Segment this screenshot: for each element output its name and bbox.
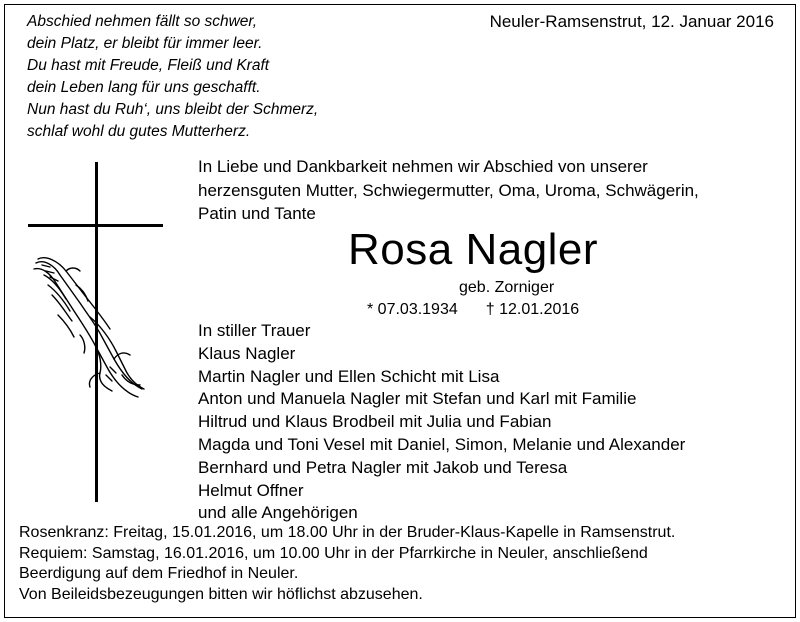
poem-line: schlaf wohl du gutes Mutterherz.: [27, 123, 251, 140]
maiden-name: geb. Zorniger: [459, 279, 555, 296]
poem-line: Abschied nehmen fällt so schwer,: [27, 13, 258, 30]
poem-line: dein Platz, er bleibt für immer leer.: [27, 35, 263, 52]
intro-text: [198, 155, 778, 226]
intro-line: herzensguten Mutter, Schwiegermutter, Oma, Uroma, Schwägerin,: [198, 180, 699, 200]
intro-line: Patin und Tante: [198, 204, 316, 223]
poem: [27, 11, 318, 143]
mourner-line: Martin Nagler und Ellen Schicht mit Lisa: [198, 366, 500, 386]
mourner-line: Bernhard und Petra Nagler mit Jakob und Teresa: [198, 457, 568, 477]
birth-date: * 07.03.1934: [367, 301, 458, 318]
footer-line: Beerdigung auf dem Friedhof in Neuler.: [19, 565, 299, 582]
praying-hands-icon: [30, 255, 150, 405]
mourner-line: Hiltrud und Klaus Brodbeil mit Julia und Fabian: [198, 412, 552, 432]
mourners-list: [198, 320, 685, 525]
place-date: Neuler-Ramsenstrut, 12. Januar 2016: [489, 12, 774, 31]
footer-line: Von Beileidsbezeugungen bitten wir höflichst abzusehen.: [19, 585, 423, 603]
intro-line: In Liebe und Dankbarkeit nehmen wir Abschied von unserer: [198, 157, 648, 176]
death-date: † 12.01.2016: [485, 301, 580, 318]
service-info: [19, 523, 675, 605]
mourner-line: Anton und Manuela Nagler mit Stefan und Karl mit Familie: [198, 389, 637, 409]
mourner-line: Magda und Toni Vesel mit Daniel, Simon, Melanie und Alexander: [198, 434, 686, 454]
mourner-line: und alle Angehörigen: [198, 503, 358, 523]
poem-line: Du hast mit Freude, Fleiß und Kraft: [27, 57, 270, 74]
mourner-line: In stiller Trauer: [198, 321, 311, 340]
poem-line: dein Leben lang für uns geschafft.: [27, 79, 261, 96]
footer-line: Requiem: Samstag, 16.01.2016, um 10.00 Uhr in der Pfarrkirche in Neuler, anschließend: [19, 544, 648, 562]
mourner-line: Helmut Offner: [198, 480, 304, 500]
deceased-name: Rosa Nagler: [348, 225, 599, 274]
mourner-line: Klaus Nagler: [198, 343, 296, 363]
life-dates: [367, 300, 579, 320]
poem-line: Nun hast du Ruh‘, uns bleibt der Schmerz,: [27, 101, 319, 118]
footer-line: Rosenkranz: Freitag, 15.01.2016, um 18.00 Uhr in der Bruder-Klaus-Kapelle in Ramsenstrut.: [19, 524, 676, 541]
